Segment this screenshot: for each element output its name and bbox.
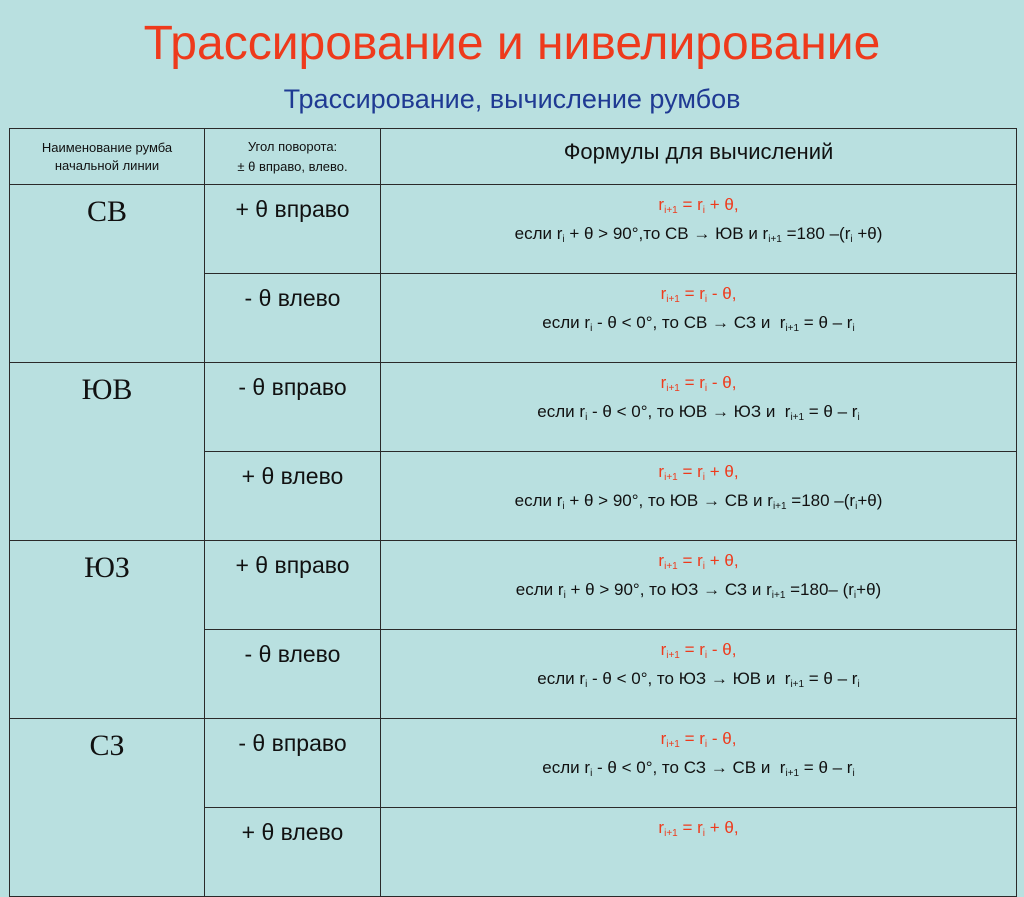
formula-condition: если $r_i + \theta > 90^\circ$, то ЮЗ → СЗ и $r_{i+1} =180-$ $(r_i+\theta)$ — [515, 580, 882, 601]
rumb-name-cell: ЮВ — [10, 363, 205, 541]
formula-cell — [381, 719, 1017, 808]
formula-line: $r_{i+1} = r_i + \theta$, — [658, 195, 739, 216]
turn-angle-cell: + θ влево — [205, 452, 381, 541]
formula-line: $r_{i+1} = r_i + \theta$, — [658, 462, 739, 483]
table-header-row — [10, 129, 1017, 185]
turn-angle-cell: - θ вправо — [205, 363, 381, 452]
turn-angle-cell: - θ влево — [205, 274, 381, 363]
page-subtitle: Трассирование, вычисление румбов — [283, 84, 741, 114]
formula-cell — [381, 274, 1017, 363]
formula-condition: если $r_i - \theta < 0^\circ$, то СЗ → СВ и $r_{i+1} = \theta - r_i$ — [542, 758, 855, 779]
formula-line: $r_{i+1} = r_i - \theta$, — [660, 373, 737, 394]
table-row — [10, 185, 1017, 274]
rumb-name-cell: СВ — [10, 185, 205, 363]
formula-cell — [381, 630, 1017, 719]
formula-condition: если $r_i - \theta < 0^\circ$, то ЮЗ → ЮВ и $r_{i+1} = \theta - r_i$ — [537, 669, 860, 690]
formula-cell — [381, 452, 1017, 541]
rumb-name-cell: ЮЗ — [10, 541, 205, 719]
formula-line: $r_{i+1} = r_i - \theta$, — [660, 640, 737, 661]
table-row — [10, 363, 1017, 452]
turn-angle-cell: - θ вправо — [205, 719, 381, 808]
rumb-name-cell: СЗ — [10, 719, 205, 897]
formula-cell — [381, 541, 1017, 630]
header-rumb-name: Наименование румба начальной линии — [10, 129, 205, 185]
page-title: Трассирование и нивелирование — [143, 17, 881, 70]
formula-condition: если $r_i - \theta < 0^\circ$, то ЮВ → ЮЗ и $r_{i+1} = \theta - r_i$ — [537, 402, 860, 423]
formula-line: $r_{i+1} = r_i + \theta$, — [658, 551, 739, 572]
formula-condition: если $r_i + \theta > 90^\circ,то$ СВ → ЮВ и $r_{i+1} =180$ $-(r_i +\theta)$ — [514, 224, 883, 245]
formula-condition: если $r_i - \theta < 0^\circ$, то СВ → СЗ и $r_{i+1} = \theta - r_i$ — [542, 313, 855, 334]
table-row — [10, 719, 1017, 808]
formula-cell — [381, 808, 1017, 897]
turn-angle-cell: - θ влево — [205, 630, 381, 719]
formula-condition: если $r_i + \theta > 90^\circ$, то ЮВ → СВ и $r_{i+1} =180$ $-(r_i+\theta)$ — [514, 491, 883, 512]
formula-cell — [381, 185, 1017, 274]
formula-line: $r_{i+1} = r_i + \theta$, — [658, 818, 739, 839]
formula-line: $r_{i+1} = r_i - \theta$, — [660, 284, 737, 305]
header-formulas: Формулы для вычислений — [381, 129, 1017, 185]
formula-cell — [381, 363, 1017, 452]
header-turn-angle: Угол поворота: ± θ вправо, влево. — [205, 129, 381, 185]
turn-angle-cell: + θ влево — [205, 808, 381, 897]
formula-line: $r_{i+1} = r_i - \theta$, — [660, 729, 737, 750]
table-row — [10, 541, 1017, 630]
turn-angle-cell: + θ вправо — [205, 185, 381, 274]
rumb-table — [9, 128, 1017, 897]
turn-angle-cell: + θ вправо — [205, 541, 381, 630]
